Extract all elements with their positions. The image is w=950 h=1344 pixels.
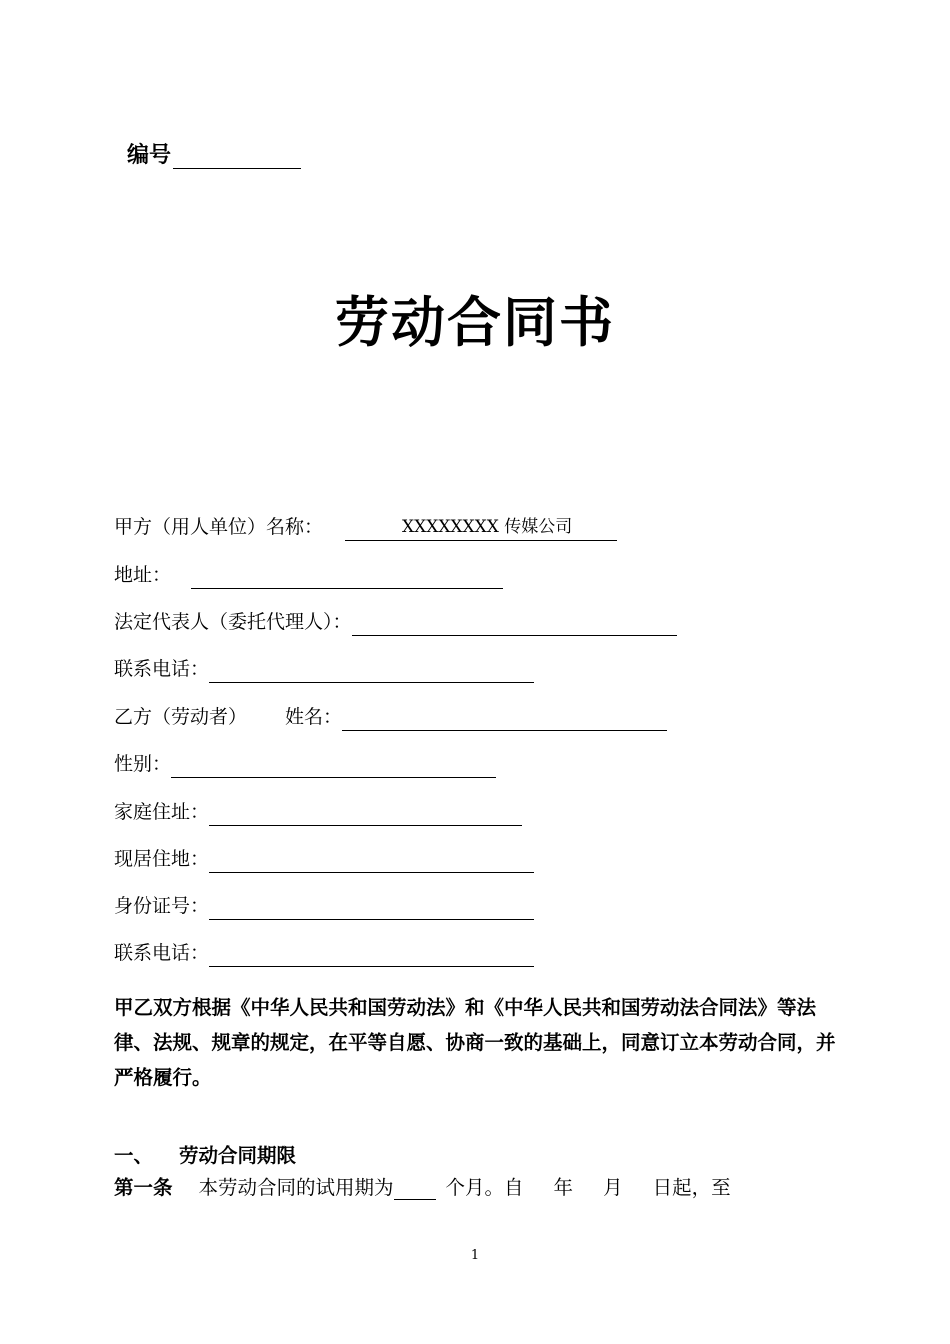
legal-rep-blank[interactable]	[352, 611, 677, 636]
phone-b-blank[interactable]	[209, 942, 534, 967]
contract-number-label: 编号	[127, 143, 172, 168]
home-address-label: 家庭住址：	[114, 801, 210, 823]
article-month: 月	[603, 1176, 623, 1199]
phone-b-label: 联系电话：	[114, 942, 210, 964]
gender-label: 性别：	[114, 753, 172, 775]
phone-a-row	[114, 655, 534, 683]
section-heading	[114, 1140, 296, 1168]
gender-blank[interactable]	[171, 753, 496, 778]
gender-row	[114, 750, 496, 778]
legal-rep-label: 法定代表人（委托代理人）：	[114, 611, 352, 633]
legal-rep-row	[114, 608, 677, 636]
contract-number-blank[interactable]	[173, 146, 301, 169]
party-b-name-label: 姓名：	[285, 706, 343, 728]
section-title: 劳动合同期限	[179, 1144, 297, 1167]
intro-paragraph: 甲乙双方根据《中华人民共和国劳动法》和《中华人民共和国劳动法合同法》等法律、法规、规章的规定，在平等自愿、协商一致的基础上，同意订立本劳动合同，并严格履行。	[114, 996, 836, 1089]
current-address-label: 现居住地：	[114, 848, 210, 870]
article-text-before: 本劳动合同的试用期为	[198, 1176, 394, 1199]
address-row	[114, 561, 503, 589]
section-number: 一、	[114, 1144, 154, 1167]
home-address-row	[114, 798, 522, 826]
party-b-label: 乙方（劳动者）	[114, 706, 248, 728]
page-number: 1	[470, 1248, 480, 1263]
address-label: 地址：	[114, 564, 172, 586]
article-text-month: 个月。自	[445, 1176, 524, 1199]
current-address-row	[114, 845, 534, 873]
current-address-blank[interactable]	[209, 848, 534, 873]
phone-b-row	[114, 939, 534, 967]
contract-number	[127, 138, 301, 169]
document-title: 劳动合同书	[335, 291, 615, 354]
party-b-name-blank[interactable]	[342, 706, 667, 731]
party-a-name-row	[114, 513, 617, 541]
article-one	[114, 1172, 731, 1200]
party-a-name-label: 甲方（用人单位）名称：	[114, 516, 324, 538]
id-number-blank[interactable]	[209, 895, 534, 920]
article-year: 年	[553, 1176, 574, 1199]
article-text-end: 日起，至	[652, 1176, 731, 1199]
address-blank[interactable]	[191, 564, 503, 589]
phone-a-label: 联系电话：	[114, 658, 210, 680]
party-b-row	[114, 703, 667, 731]
id-number-label: 身份证号：	[114, 895, 210, 917]
party-a-name-value[interactable]: XXXXXXXX 传媒公司	[345, 514, 617, 541]
home-address-blank[interactable]	[209, 801, 522, 826]
probation-months-blank[interactable]	[394, 1177, 436, 1200]
phone-a-blank[interactable]	[209, 658, 534, 683]
article-label: 第一条	[114, 1176, 173, 1199]
id-number-row	[114, 892, 534, 920]
